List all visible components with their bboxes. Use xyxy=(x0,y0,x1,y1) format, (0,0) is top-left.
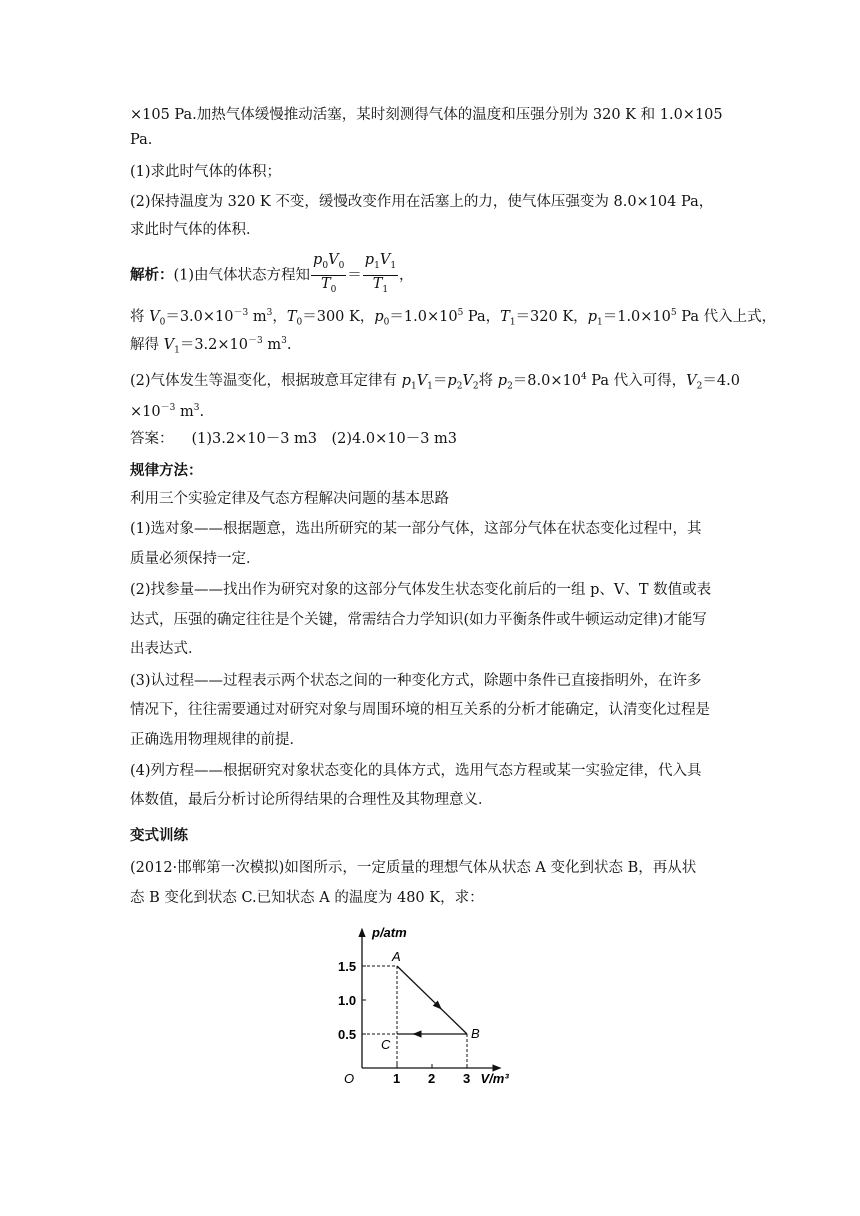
solution-label: 解析： xyxy=(130,266,174,284)
y-tick-label: 1.5 xyxy=(338,959,357,974)
variant-line-1: (2012·邯郸第一次模拟)如图所示，一定质量的理想气体从状态 A 变化到状态 B，再从状 xyxy=(130,860,697,876)
x-tick-label: 1 xyxy=(393,1071,401,1086)
process-segment-AB xyxy=(397,966,467,1034)
solution-line-4: (2)气体发生等温变化，根据玻意耳定律有 $p_1V_1=p_2V_2$将 $p_2=8.0\times 10^4$ Pa 代入可得，$V_2=4.0$ xyxy=(130,372,740,392)
y-tick-label: 0.5 xyxy=(338,1027,357,1042)
point-label-C: C xyxy=(381,1037,391,1052)
rule-3-line-2: 情况下，往往需要通过对研究对象与周围环境的相互关系的分析才能确定，认清变化过程是 xyxy=(130,702,710,718)
rule-2-line-3: 出表达式． xyxy=(130,641,203,657)
fraction-right: $\frac{p_1V_1}{T_1}$ xyxy=(364,252,397,295)
answer-label: 答案： xyxy=(130,431,174,447)
rule-2-line-2: 达式，压强的确定往往是个关键，常需结合力学知识(如力平衡条件或牛顿运动定律)才能写 xyxy=(130,612,707,628)
rule-1-line-1: (1)选对象——根据题意，选出所研究的某一部分气体，这部分气体在状态变化过程中，其 xyxy=(130,521,702,537)
rule-title: 规律方法： xyxy=(130,462,203,479)
origin-label: O xyxy=(344,1071,355,1086)
point-label-B: B xyxy=(471,1026,480,1041)
question-2-cont: 求此时气体的体积． xyxy=(130,222,261,238)
rule-3-line-3: 正确选用物理规律的前提． xyxy=(130,732,304,748)
answer-text: (1)3.2×10－3 m3 (2)4.0×10－3 m3 xyxy=(191,431,458,447)
pv-graph xyxy=(318,918,528,1090)
rule-1-line-2: 质量必须保持一定． xyxy=(130,551,261,567)
y-axis-label: p/atm xyxy=(372,924,407,940)
variant-line-2: 态 B 变化到状态 C.已知状态 A 的温度为 480 K，求： xyxy=(130,890,484,906)
question-2: (2)保持温度为 320 K 不变，缓慢改变作用在活塞上的力，使气体压强变为 8.0×104 Pa， xyxy=(130,194,714,210)
x-axis-label: V/m³ xyxy=(480,1071,509,1086)
rule-4-line-1: (4)列方程——根据研究对象状态变化的具体方式，选用气态方程或某一实验定律，代入具 xyxy=(130,763,702,779)
rule-2-line-1: (2)找参量——找出作为研究对象的这部分气体发生状态变化前后的一组 p、V、T 数值或表 xyxy=(130,582,712,598)
problem-line-1: ×105 Pa.加热气体缓慢推动活塞，某时刻测得气体的温度和压强分别为 320 K 和 1.0×105 xyxy=(130,107,723,123)
point-label-A: A xyxy=(392,949,401,964)
solution-line-5: $\times 10^{-3}$ $m^3$. xyxy=(130,403,205,420)
direction-arrow xyxy=(439,1007,441,1009)
fraction-left: $\frac{p_0V_0}{T_0}$ xyxy=(313,252,345,295)
solution-line-3: 解得 $V_1=3.2\times 10^{-3}$ $m^3$. xyxy=(130,336,292,356)
problem-line-2: Pa. xyxy=(130,132,153,148)
solution-line-1: 解析：(1)由气体状态方程知 $\frac{p_0V_0}{T_0}$ ＝ $\frac{p_1V_1}{T_1}$ ， xyxy=(130,252,414,299)
rule-intro: 利用三个实验定律及气态方程解决问题的基本思路 xyxy=(130,491,449,507)
y-tick-label: 1.0 xyxy=(338,993,357,1008)
x-tick-label: 2 xyxy=(428,1071,436,1086)
answer-line xyxy=(130,430,457,448)
x-tick-label: 3 xyxy=(463,1071,471,1086)
question-1: (1)求此时气体的体积； xyxy=(130,164,282,180)
variant-title: 变式训练 xyxy=(130,827,188,844)
rule-4-line-2: 体数值，最后分析讨论所得结果的合理性及其物理意义． xyxy=(130,792,493,808)
rule-3-line-1: (3)认过程——过程表示两个状态之间的一种变化方式，除题中条件已直接指明外，在许多 xyxy=(130,673,702,689)
solution-line-2: 将 $V_0=3.0\times 10^{-3}$ $m^3$，$T_0=300$ K，$p_0=1.0\times 10^5$ Pa，$T_1=320$ K，$p_1=1.0\times 10^5$ Pa 代入上式， xyxy=(130,308,777,328)
